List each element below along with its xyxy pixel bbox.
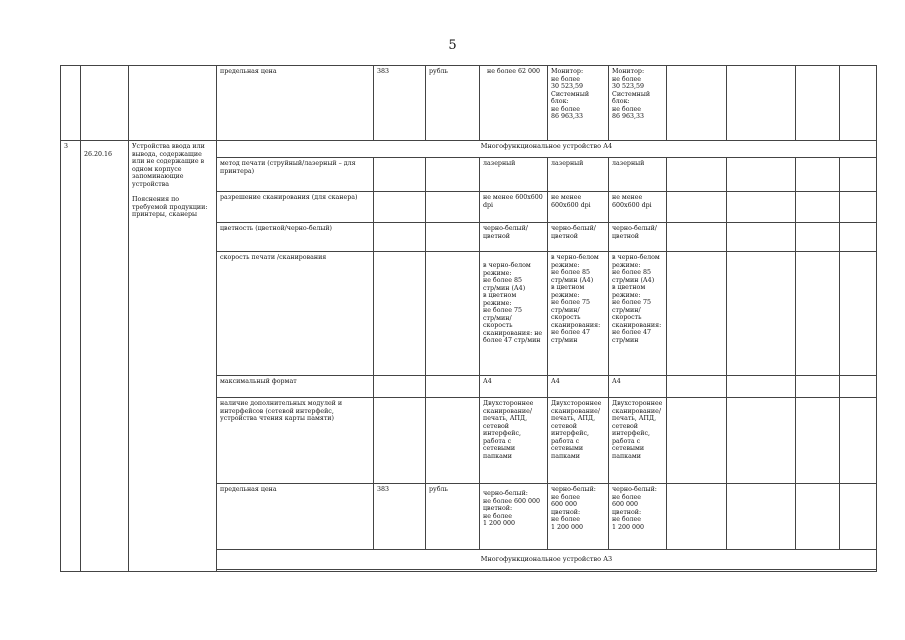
cell-okei <box>374 252 426 376</box>
cell-empty <box>727 398 796 484</box>
cell-empty <box>217 570 877 572</box>
cell-empty <box>840 158 877 192</box>
cell-okei <box>374 376 426 398</box>
cell-empty <box>727 192 796 223</box>
cell-empty <box>840 398 877 484</box>
specification-table <box>60 65 877 572</box>
cell-value-3: черно-белый/ цветной <box>609 223 667 252</box>
cell-empty <box>727 223 796 252</box>
cell-empty <box>840 252 877 376</box>
cell-unit <box>426 158 480 192</box>
section-header-a4: Многофункциональное устройство А4 <box>217 141 877 158</box>
cell-empty <box>667 398 727 484</box>
cell-empty <box>796 66 840 141</box>
cell-okei <box>374 223 426 252</box>
cell-empty <box>667 158 727 192</box>
cell-empty <box>667 484 727 550</box>
cell-okei <box>374 158 426 192</box>
cell-characteristic: разрешение сканирования (для сканера) <box>217 192 374 223</box>
cell-value-2: Двухстороннее сканирование/ печать, АПД, сетевой интерфейс, работа с сетевыми папками <box>548 398 609 484</box>
cell-value-2: в черно-белом режиме: не более 85 стр/мин (А4) в цветном режиме: не более 75 стр/мин/ скорость сканирования: не более 47 стр/мин <box>548 252 609 376</box>
cell-description <box>129 66 217 141</box>
cell-value-2: А4 <box>548 376 609 398</box>
item-description <box>129 141 217 572</box>
cell-value-1: Двухстороннее сканирование/ печать, АПД, сетевой интерфейс, работа с сетевыми папками <box>480 398 548 484</box>
cell-empty <box>667 66 727 141</box>
item-code: 26.20.16 <box>81 141 129 572</box>
cell-empty <box>840 192 877 223</box>
page-number: 5 <box>448 38 457 53</box>
cell-value-1: черно-белый/ цветной <box>480 223 548 252</box>
cell-okei: 383 <box>374 484 426 550</box>
cell-value: не более 62 000 <box>480 66 548 141</box>
item-number: 3 <box>61 141 81 572</box>
cell-value-3: в черно-белом режиме: не более 85 стр/мин (А4) в цветном режиме: не более 75 стр/мин/ скорость сканирования: не более 47 стр/мин <box>609 252 667 376</box>
cell-characteristic: метод печати (струйный/лазерный – для принтера) <box>217 158 374 192</box>
cell-value-2: не менее 600х600 dpi <box>548 192 609 223</box>
cell-empty <box>667 192 727 223</box>
cell-value-3: А4 <box>609 376 667 398</box>
section-header-a3: Многофункциональное устройство А3 <box>217 550 877 570</box>
cell-unit <box>426 192 480 223</box>
cell-empty <box>727 484 796 550</box>
cell-characteristic: скорость печати /сканирования <box>217 252 374 376</box>
cell-empty <box>727 158 796 192</box>
cell-value-1: не менее 600х600 dpi <box>480 192 548 223</box>
cell-value-2: лазерный <box>548 158 609 192</box>
cell-value-a: Монитор: не более 30 523,59 Системный блок: не более 86 963,33 <box>548 66 609 141</box>
cell-empty <box>667 252 727 376</box>
cell-unit: рубль <box>426 66 480 141</box>
cell-empty <box>667 376 727 398</box>
cell-value-3: не менее 600х600 dpi <box>609 192 667 223</box>
cell-okei <box>374 192 426 223</box>
cell-value-3: лазерный <box>609 158 667 192</box>
table-row <box>61 66 877 141</box>
cell-code <box>81 66 129 141</box>
cell-characteristic: наличие дополнительных модулей и интерфейсов (сетевой интерфейс, устройства чтения карты памяти) <box>217 398 374 484</box>
cell-characteristic: максимальный формат <box>217 376 374 398</box>
cell-value-3: Двухстороннее сканирование/ печать, АПД, сетевой интерфейс, работа с сетевыми папками <box>609 398 667 484</box>
cell-unit <box>426 398 480 484</box>
cell-empty <box>727 66 796 141</box>
cell-value-1: в черно-белом режиме: не более 85 стр/мин (А4) в цветном режиме: не более 75 стр/мин/ скорость сканирования: не более 47 стр/мин <box>480 252 548 376</box>
cell-characteristic: цветность (цветной/черно-белый) <box>217 223 374 252</box>
cell-value-3: черно-белый: не более 600 000 цветной: не более 1 200 000 <box>609 484 667 550</box>
cell-value-b: Монитор: не более 30 523,59 Системный блок: не более 86 963,33 <box>609 66 667 141</box>
cell-empty <box>796 158 840 192</box>
cell-value-2: черно-белый: не более 600 000 цветной: не более 1 200 000 <box>548 484 609 550</box>
cell-value-1: А4 <box>480 376 548 398</box>
cell-number <box>61 66 81 141</box>
table-row <box>61 141 877 158</box>
cell-unit <box>426 252 480 376</box>
cell-value-1: лазерный <box>480 158 548 192</box>
cell-unit <box>426 223 480 252</box>
cell-empty <box>796 252 840 376</box>
cell-characteristic: предельная цена <box>217 66 374 141</box>
cell-unit: рубль <box>426 484 480 550</box>
item-explanation-text: Пояснения по требуемой продукции: принтеры, сканеры <box>132 196 208 219</box>
cell-empty <box>796 192 840 223</box>
cell-empty <box>796 376 840 398</box>
cell-okei <box>374 398 426 484</box>
cell-characteristic: предельная цена <box>217 484 374 550</box>
cell-empty <box>667 223 727 252</box>
cell-unit <box>426 376 480 398</box>
cell-empty <box>840 484 877 550</box>
cell-okei: 383 <box>374 66 426 141</box>
cell-value-1: черно-белый: не более 600 000 цветной: не более 1 200 000 <box>480 484 548 550</box>
cell-empty <box>840 223 877 252</box>
cell-empty <box>840 66 877 141</box>
cell-empty <box>796 484 840 550</box>
cell-empty <box>727 376 796 398</box>
item-description-text: Устройства ввода или вывода, содержащие или не содержащие в одном корпусе запоминающие устройства <box>132 143 205 188</box>
cell-empty <box>727 252 796 376</box>
cell-value-2: черно-белый/ цветной <box>548 223 609 252</box>
cell-empty <box>840 376 877 398</box>
cell-empty <box>796 223 840 252</box>
cell-empty <box>796 398 840 484</box>
